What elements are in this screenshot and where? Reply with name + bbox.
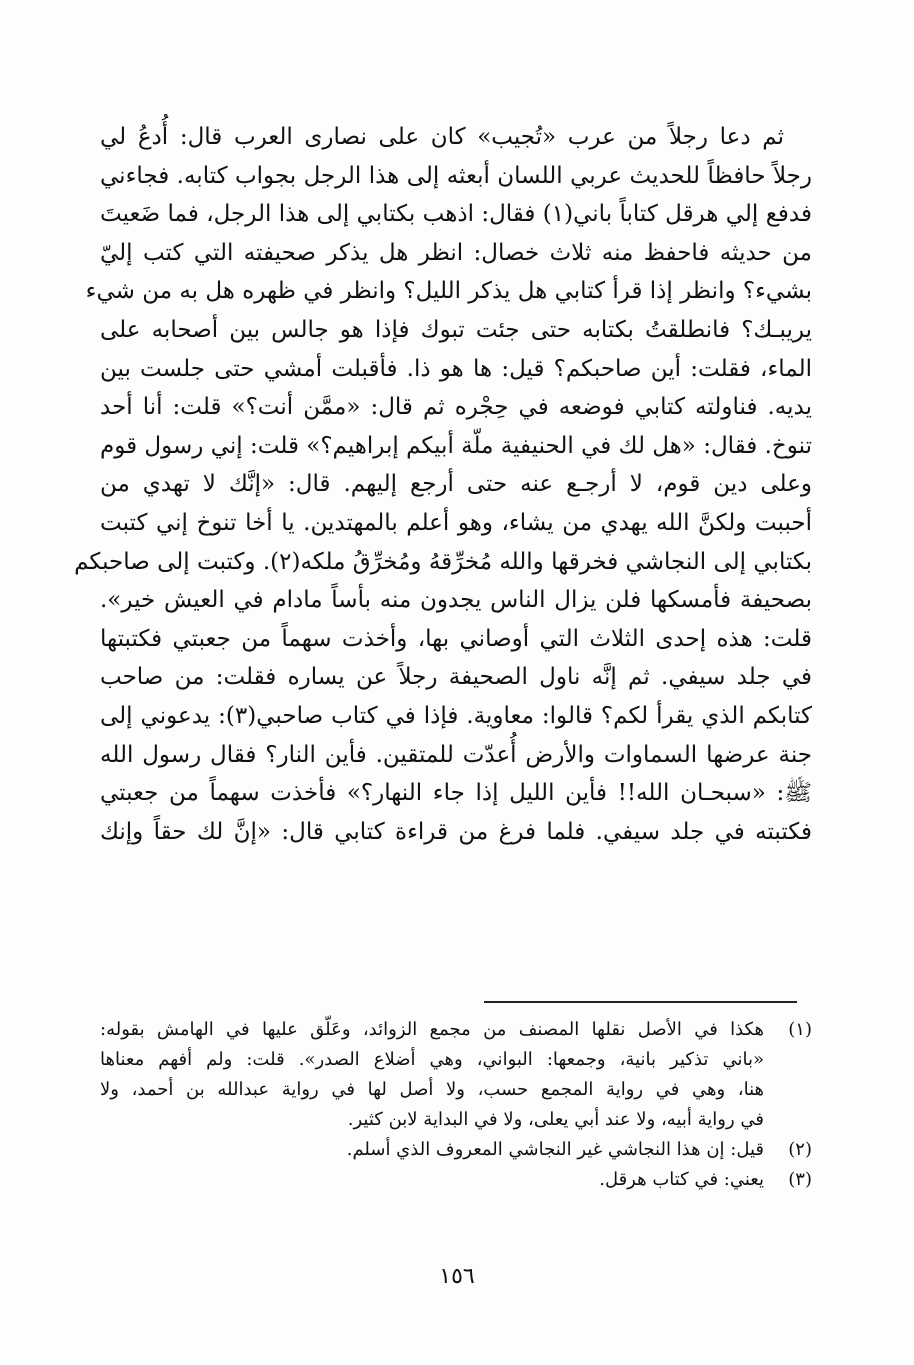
text-line: من حديثه فاحفظ منه ثلاث خصال: انظر هل يذكر صحيفته التي كتب إليّ: [100, 239, 812, 266]
footnote-line: في رواية أبيه، ولا عند أبي يعلى، ولا في البداية لابن كثير.: [347, 1109, 764, 1130]
text-line: كتابكم الذي يقرأ لكم؟ قالوا: معاوية. فإذا في كتاب صاحبي(٣): يدعوني إلى: [100, 702, 812, 729]
footnote-line: هكذا في الأصل نقلها المصنف من مجمع الزوائد، وعَلّق عليها في الهامش بقوله:: [100, 1019, 764, 1040]
footnote-body: [100, 1015, 764, 1135]
footnote-number: (٣): [788, 1169, 812, 1190]
footnote-body: [100, 1135, 764, 1165]
text-line: قلت: هذه إحدى الثلاث التي أوصاني بها، وأخذت سهماً من جعبتي فكتبتها: [100, 625, 812, 652]
text-line: بصحيفة فأمسكها فلن يزال الناس يجدون منه بأساً مادام في العيش خير».: [100, 587, 812, 614]
footnote-number: (١): [788, 1019, 812, 1040]
text-line: جنة عرضها السماوات والأرض أُعدّت للمتقين. فأين النار؟ فقال رسول الله: [100, 741, 812, 768]
page-number: ١٥٦: [439, 1264, 475, 1289]
text-line: الماء، فقلت: أين صاحبكم؟ قيل: ها هو ذا. فأقبلت أمشي حتى جلست بين: [100, 355, 812, 382]
footnote-number: (٢): [788, 1139, 812, 1160]
footnote-body: [100, 1165, 764, 1195]
footnotes: [100, 1015, 812, 1195]
footnote-line: يعني: في كتاب هرقل.: [599, 1169, 764, 1190]
text-line: أحببت ولكنَّ الله يهدي من يشاء، وهو أعلم بالمهتدين. يا أخا تنوخ إني كتبت: [100, 509, 812, 536]
footnote-1: [100, 1015, 812, 1135]
text-line: فكتبته في جلد سيفي. فلما فرغ من قراءة كتابي قال: «إنَّ لك حقاً وإنك: [100, 818, 812, 845]
footnote-3: [100, 1165, 812, 1195]
text-line: بشيء؟ وانظر إذا قرأ كتابي هل يذكر الليل؟ وانظر في ظهره هل به من شيء: [85, 278, 812, 305]
footnote-line: قيل: إن هذا النجاشي غير النجاشي المعروف الذي أسلم.: [346, 1139, 764, 1160]
text-line: ثم دعا رجلاً من عرب «تُجيب» كان على نصارى العرب قال: أُدعُ لي: [100, 124, 784, 150]
text-line: رجلاً حافظاً للحديث عربي اللسان أبعثه إلى هذا الرجل بجواب كتابه. فجاءني: [100, 162, 812, 189]
text-line: ﷺ: «سبحـان الله!! فأين الليل إذا جاء النهار؟» فأخذت سهماً من جعبتي: [100, 780, 812, 807]
text-line: فدفع إلي هرقل كتاباً باني(١) فقال: اذهب بكتابي إلى هذا الرجل، فما ضَعيتَ: [100, 201, 812, 228]
footnote-line: هنا، وهي في رواية المجمع حسب، ولا أصل لها في رواية عبدالله بن أحمد، ولا: [100, 1079, 764, 1100]
text-line: يريبـك؟ فانطلقتُ بكتابه حتى جئت تبوك فإذا هو جالس بين أصحابه على: [100, 316, 812, 343]
footnote-line: «باني تذكير بانية، وجمعها: البواني، وهي أضلاع الصدر». قلت: ولم أفهم معناها: [100, 1049, 764, 1070]
footnote-2: [100, 1135, 812, 1165]
text-line: بكتابي إلى النجاشي فخرقها والله مُخرِّقهُ ومُخرِّقُ ملكه(٢). وكتبت إلى صاحبكم: [74, 548, 812, 575]
footnote-separator: [484, 1001, 797, 1003]
text-line: يديه. فناولته كتابي فوضعه في حِجْره ثم قال: «ممَّن أنت؟» قلت: أنا أحد: [100, 394, 812, 421]
main-text: [74, 118, 812, 851]
text-line: تنوخ. فقال: «هل لك في الحنيفية ملّة أبيكم إبراهيم؟» قلت: إني رسول قوم: [100, 432, 812, 459]
text-line: وعلى دين قوم، لا أرجـع عنه حتى أرجع إليهم. قال: «إنَّك لا تهدي من: [100, 471, 812, 498]
text-line: في جلد سيفي. ثم إنَّه ناول الصحيفة رجلاً عن يساره فقلت: من صاحب: [100, 664, 812, 691]
